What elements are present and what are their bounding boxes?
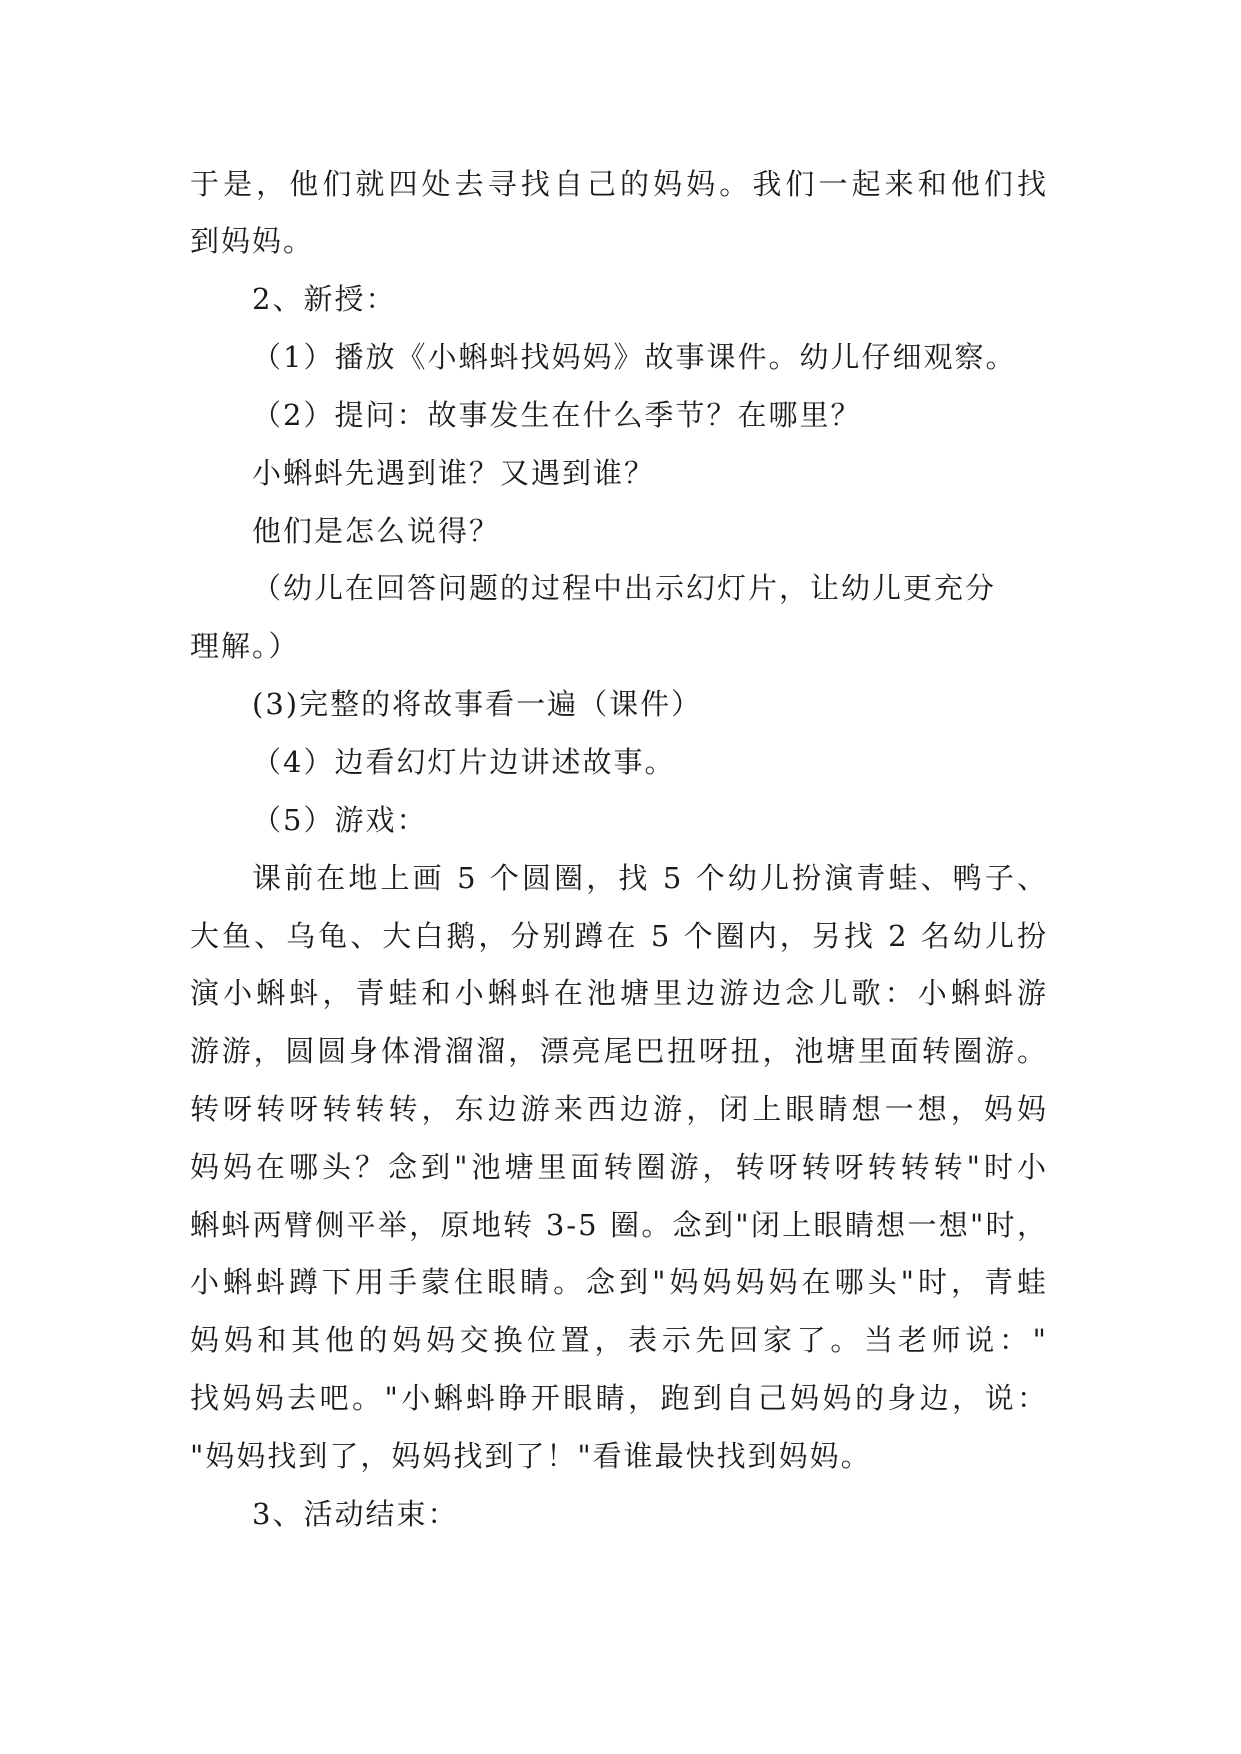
paragraph-line: 于是，他们就四处去寻找自己的妈妈。我们一起来和他们找 (190, 167, 1048, 201)
paragraph-line: （4）边看幻灯片边讲述故事。 (252, 745, 676, 779)
paragraph-line: 小蝌蚪蹲下用手蒙住眼睛。念到"妈妈妈妈在哪头"时，青蛙 (190, 1265, 1048, 1299)
paragraph-line: （5）游戏： (252, 803, 428, 837)
paragraph-line: 蝌蚪两臂侧平举，原地转 3-5 圈。念到"闭上眼睛想一想"时， (190, 1208, 1048, 1242)
paragraph-line: 游游，圆圆身体滑溜溜，漂亮尾巴扭呀扭，池塘里面转圈游。 (190, 1034, 1048, 1068)
section-heading: 2、新授： (252, 282, 397, 316)
paragraph-line: 妈妈在哪头？念到"池塘里面转圈游，转呀转呀转转转"时小 (190, 1150, 1048, 1184)
paragraph-line: 理解。） (190, 629, 300, 663)
paragraph-line: 找妈妈去吧。"小蝌蚪睁开眼睛，跑到自己妈妈的身边，说： (190, 1381, 1048, 1415)
paragraph-line: 演小蝌蚪，青蛙和小蝌蚪在池塘里边游边念儿歌：小蝌蚪游 (190, 976, 1048, 1010)
paragraph-line: （幼儿在回答问题的过程中出示幻灯片，让幼儿更充分 (252, 571, 997, 605)
paragraph-line: 转呀转呀转转转，东边游来西边游，闭上眼睛想一想，妈妈 (190, 1092, 1048, 1126)
section-heading: 3、活动结束： (252, 1497, 459, 1531)
paragraph-line: 到妈妈。 (190, 224, 315, 258)
paragraph-line: 小蝌蚪先遇到谁？又遇到谁？ (252, 456, 656, 490)
paragraph-line: （2）提问：故事发生在什么季节？在哪里？ (252, 398, 862, 432)
paragraph-line: 他们是怎么说得？ (252, 514, 501, 548)
paragraph-line: 课前在地上画 5 个圆圈，找 5 个幼儿扮演青蛙、鸭子、 (252, 861, 1048, 895)
paragraph-line: 妈妈和其他的妈妈交换位置，表示先回家了。当老师说：" (190, 1323, 1048, 1357)
paragraph-line: 大鱼、乌龟、大白鹅，分别蹲在 5 个圈内，另找 2 名幼儿扮 (190, 919, 1048, 953)
paragraph-line: （1）播放《小蝌蚪找妈妈》故事课件。幼儿仔细观察。 (252, 340, 1017, 374)
paragraph-line: (3)完整的将故事看一遍（课件） (252, 687, 703, 721)
paragraph-line: "妈妈找到了，妈妈找到了！"看谁最快找到妈妈。 (190, 1439, 872, 1473)
